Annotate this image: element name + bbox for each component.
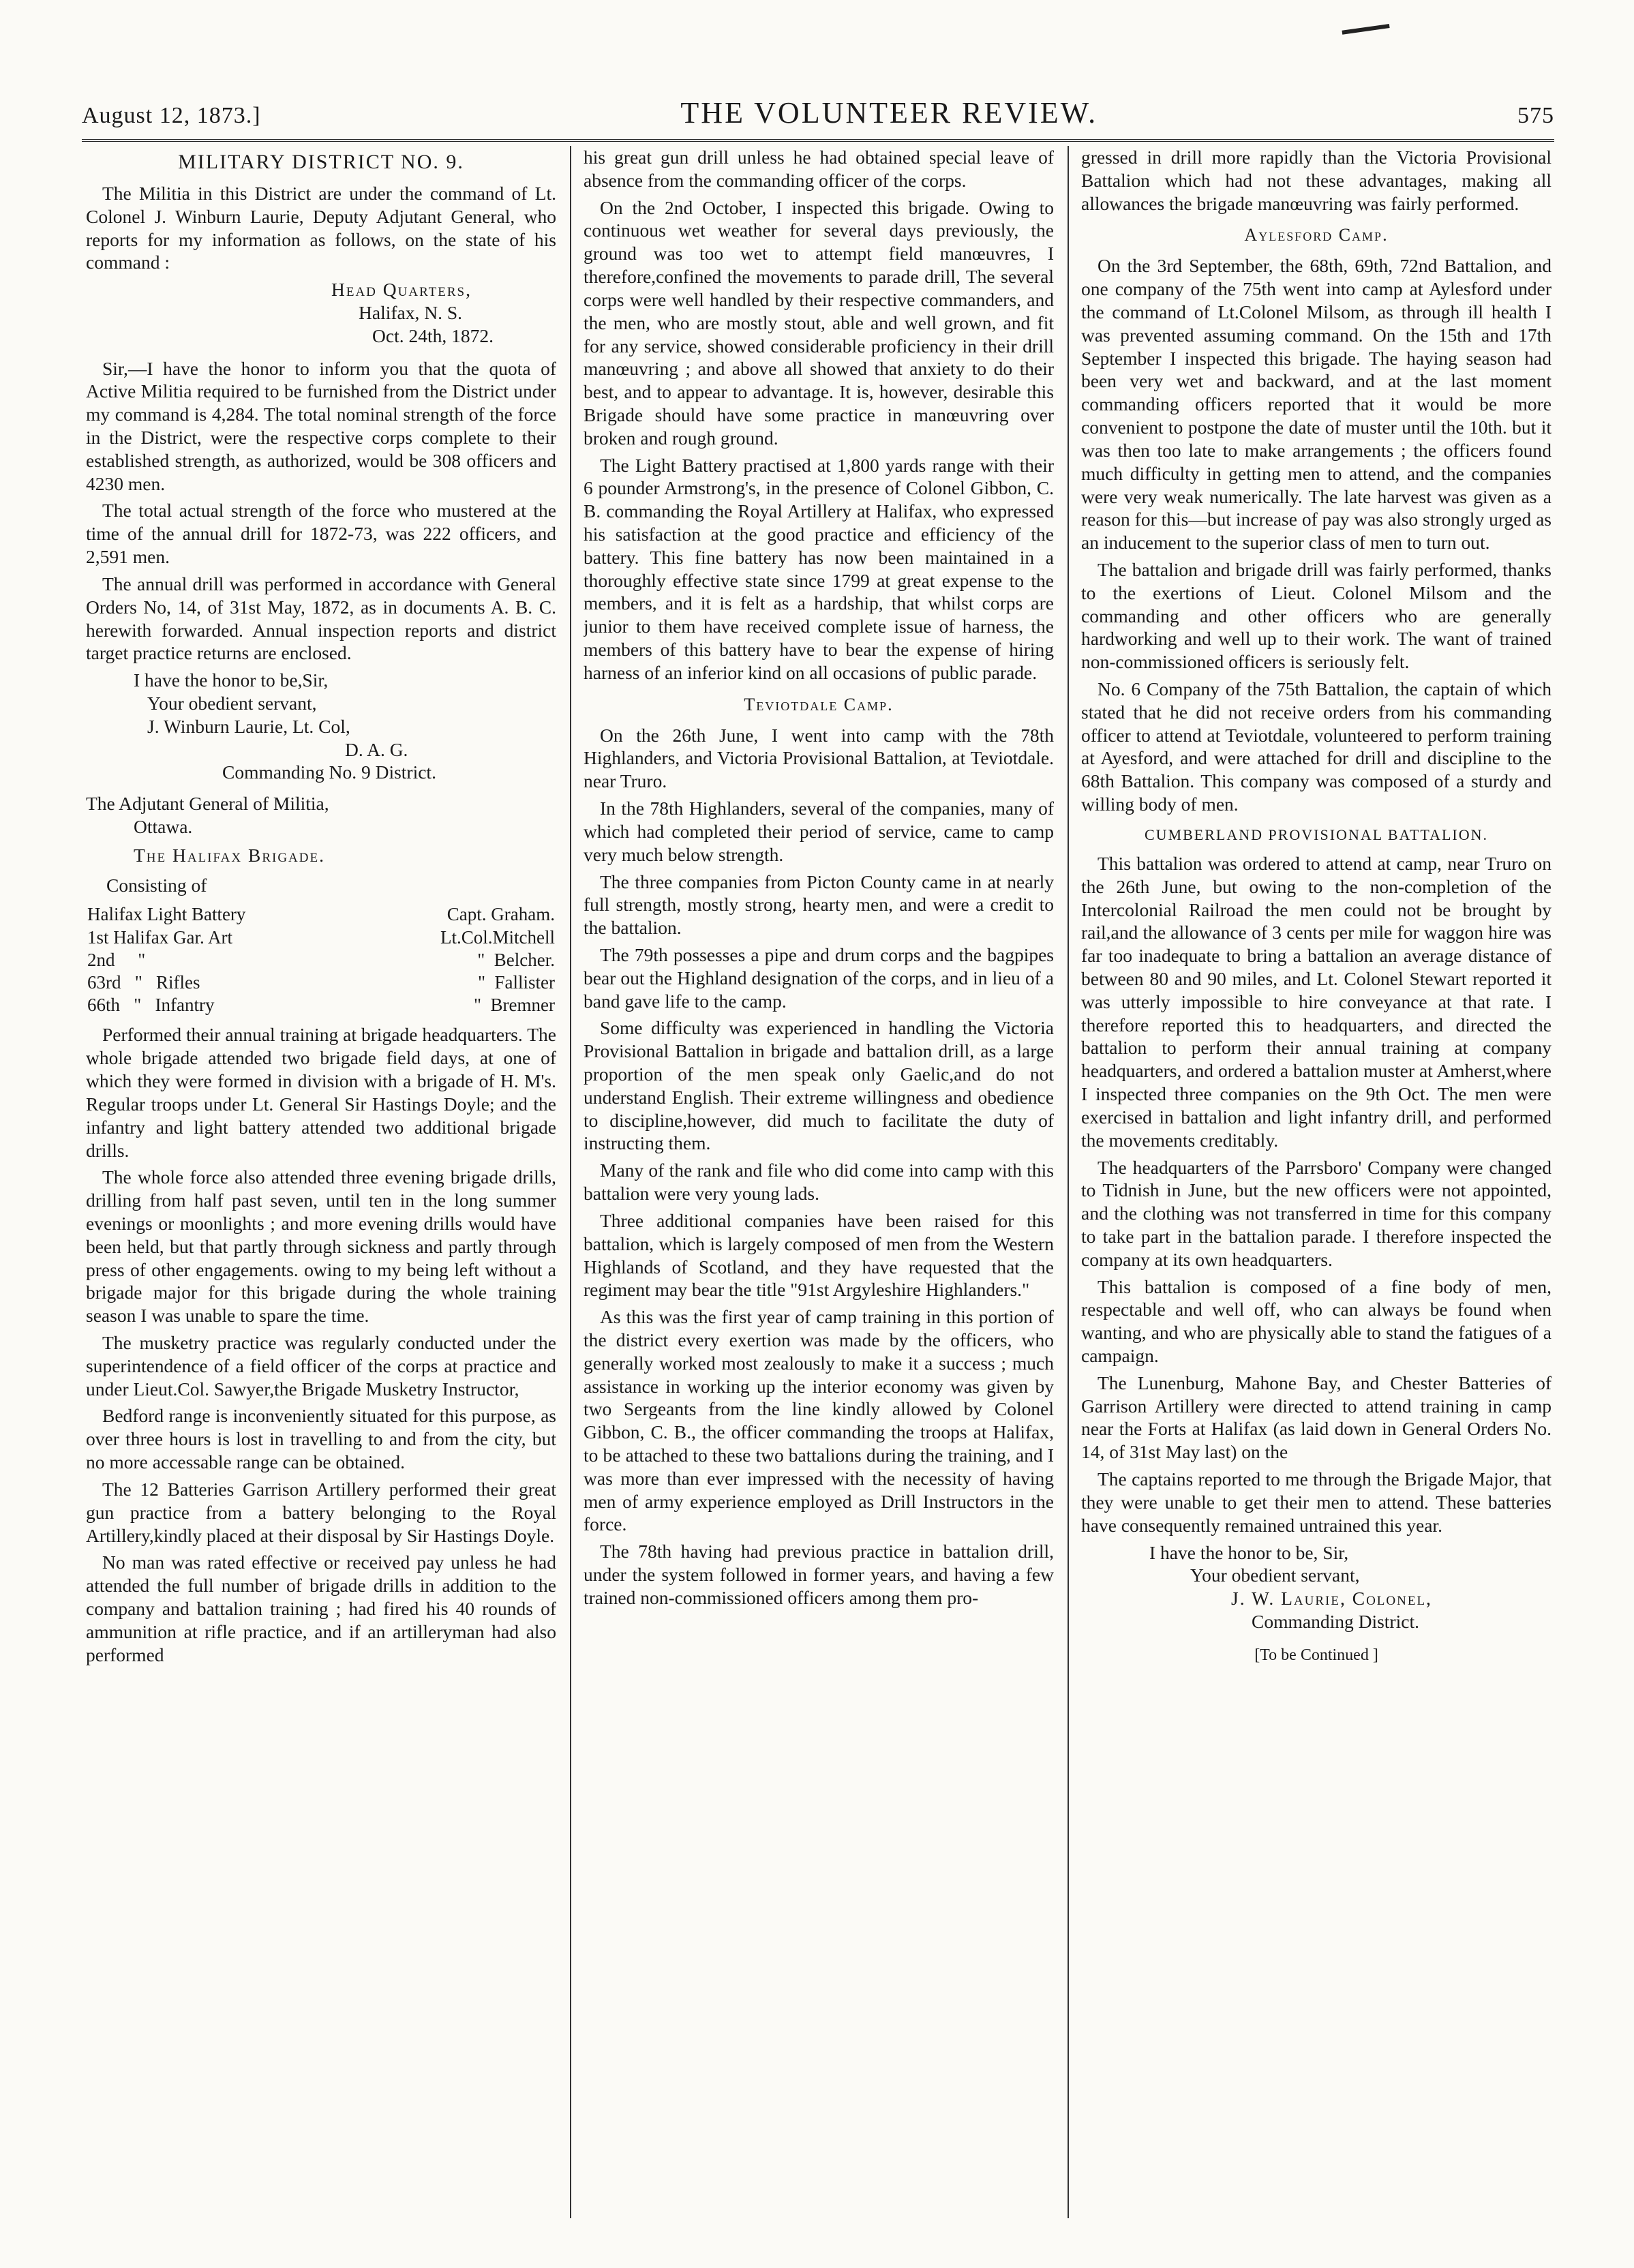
subheading: The Halifax Brigade. bbox=[134, 844, 325, 866]
letter-signature: J. W. Laurie, Colonel, bbox=[1231, 1588, 1432, 1609]
paragraph: The headquarters of the Parrsboro' Company were changed to Tidnish in June, but the new officers were not appointed, and the clothing was not transferred in time for this company to take part in the battalion parade. I therefore inspected the company at its own headquarters. bbox=[1081, 1156, 1552, 1270]
section-heading: Teviotdale Camp. bbox=[744, 694, 894, 714]
addressee: The Adjutant General of Militia, bbox=[86, 793, 329, 815]
paragraph: The Light Battery practised at 1,800 yards range with their 6 pounder Armstrong's, in the presence of Colonel Gibbon, C. B. commanding the Royal Artillery at Halifax, who expressed his satisfaction at the good practice and efficiency of the battery. This fine battery has now been maintained in a thoroughly effective state since 1799 at great expense to the members, and it is felt as a hardship, that whilst corps are junior to them have received complete issue of harness, the members of this battery have to bear the expense of hiring harness of an inferior kind on all occasions of public parade. bbox=[584, 454, 1054, 683]
page-header bbox=[82, 95, 1554, 134]
letter-date: Oct. 24th, 1872. bbox=[372, 324, 494, 346]
paragraph: On the 2nd October, I inspected this brigade. Owing to continuous wet weather for several days previously, the ground was too wet to attempt field manœuvres, I therefore,confined the movements to parade drill, The several corps were well handled by their respective commanders, and the men, who are mostly stout, able and well grown, and fit for any service, showed considerable proficiency in their drill manœuvring ; and above all showed that anxiety to do their best, and to appear to advantage. It is, however, desirable this Brigade should have some practice in manœuvring over broken and rough ground. bbox=[584, 196, 1054, 449]
section-heading: MILITARY DISTRICT NO. 9. bbox=[178, 151, 464, 173]
ink-mark bbox=[1340, 9, 1389, 34]
unit-name: 63rd " Rifles bbox=[87, 972, 200, 993]
unit-commander: Lt.Col.Mitchell bbox=[440, 926, 555, 948]
letter-closing: I have the honor to be, Sir, bbox=[1149, 1541, 1349, 1563]
letter-closing: Your obedient servant, bbox=[147, 692, 317, 714]
paragraph: This battalion was ordered to attend at camp, near Truro on the 26th June, but owing to the non-completion of the Intercolonial Railroad the men could not be brought by rail,and the allowance of 3 cents per mile for waggon hire was far too inadequate to bring a battalion an average distance of between 80 and 90 miles, and Lt. Colonel Stewart reported it was utterly impossible to hire conveyance at that rate. I therefore reported this to headquarters, and directed the battalion to perform their annual training at company headquarters, and ordered a battalion muster at Amherst,where I inspected three companies on the 9th Oct. The men were exercised in battalion and light infantry drill, and performed the movements creditably. bbox=[1081, 852, 1552, 1151]
unit-commander: " Bremner bbox=[474, 995, 555, 1016]
paragraph: The captains reported to me through the Brigade Major, that they were unable to get their men to attend. These batteries have consequently remained untrained this year. bbox=[1081, 1468, 1552, 1536]
paragraph: The whole force also attended three evening brigade drills, drilling from half past seven, until ten in the long summer evenings or moonlights ; and more evening drills would have been held, but that partly through sickness and partly through press of other engagements. owing to my being left without a brigade major for this brigade during the whole training season I was unable to spare the time. bbox=[86, 1166, 556, 1327]
section-heading: CUMBERLAND PROVISIONAL BATTALION. bbox=[1144, 826, 1489, 843]
paragraph: No. 6 Company of the 75th Battalion, the captain of which stated that he did not receive orders from his commanding officer to attend at Teviotdale, volunteered to perform training at Ayesford, and were attached for drill and discipline to the 68th Battalion. This company was composed of a sturdy and willing body of men. bbox=[1081, 678, 1552, 815]
paragraph: On the 3rd September, the 68th, 69th, 72nd Battalion, and one company of the 75th went into camp at Aylesford under the command of Lt.Colonel Milsom, as through ill health I was prevented assuming command. On the 15th and 17th September I inspected this brigade. The haying season had been very wet and backward, and at the last moment commanding officers reported that it would be more convenient to postpone the date of muster until the 10th. but it was then too late to make arrangements ; the officers found much difficulty in getting men to attend, and the companies were very weak numerically. The late harvest was given as a reason for this—but increase of pay was also strongly urged as an inducement to the superior class of men to turn out. bbox=[1081, 255, 1552, 554]
table-row bbox=[86, 926, 556, 949]
paragraph: The Lunenburg, Mahone Bay, and Chester Batteries of Garrison Artillery were directed to attend training in camp near the Forts at Halifax (as laid down in General Orders No. 14, of 31st May last) on the bbox=[1081, 1372, 1552, 1463]
column-3 bbox=[1081, 146, 1552, 2225]
paragraph: The three companies from Picton County came in at nearly full strength, mostly strong, hearty men, and were a credit to the battalion. bbox=[584, 871, 1054, 939]
subheading: Consisting of bbox=[106, 874, 207, 896]
section-heading: Aylesford Camp. bbox=[1244, 225, 1389, 245]
paragraph: Bedford range is inconveniently situated for this purpose, as over three hours is lost in travelling to and from the city, but no more accessable range can be obtained. bbox=[86, 1405, 556, 1473]
paragraph: The 12 Batteries Garrison Artillery performed their great gun practice from a battery belonging to the Royal Artillery,kindly placed at their disposal by Sir Hastings Doyle. bbox=[86, 1478, 556, 1546]
unit-name: 1st Halifax Gar. Art bbox=[87, 926, 232, 948]
paragraph: his great gun drill unless he had obtained special leave of absence from the commanding officer of the corps. bbox=[584, 147, 1054, 191]
paragraph: The musketry practice was regularly conducted under the superintendence of a field officer of the corps at practice and under Lieut.Col. Sawyer,the Brigade Musketry Instructor, bbox=[86, 1332, 556, 1400]
brigade-units-table bbox=[86, 903, 556, 1016]
page-number: 575 bbox=[1517, 103, 1554, 128]
paragraph: The 79th possesses a pipe and drum corps and the bagpipes bear out the Highland designation of the corps, and in lieu of a band gave life to the camp. bbox=[584, 943, 1054, 1012]
paragraph: The Militia in this District are under the command of Lt. Colonel J. Winburn Laurie, Deputy Adjutant General, who reports for my information as follows, on the state of his command : bbox=[86, 182, 556, 273]
unit-commander: Capt. Graham. bbox=[447, 904, 555, 925]
addressee: Ottawa. bbox=[134, 816, 193, 838]
issue-date: August 12, 1873.] bbox=[82, 103, 261, 128]
unit-name: 66th " Infantry bbox=[87, 995, 215, 1016]
paragraph: The total actual strength of the force who mustered at the time of the annual drill for 1872-73, was 222 officers, and 2,591 men. bbox=[86, 500, 556, 568]
paragraph: As this was the first year of camp training in this portion of the district every exertion was made by the officers, who generally worked most zealously to make it a success ; much assistance in working up the interior economy was given by two Sergeants from the line kindly allowed by Colonel Gibbon, C. B., the officer commanding the troops at Halifax, to be attached to these two battalions during the training, and I was more than ever impressed with the necessity of having men of army experience employed as Drill Instructors in the force. bbox=[584, 1306, 1054, 1535]
publication-title: THE VOLUNTEER REVIEW. bbox=[680, 96, 1098, 130]
table-row bbox=[86, 903, 556, 926]
unit-name: Halifax Light Battery bbox=[87, 904, 246, 925]
paragraph: Performed their annual training at brigade headquarters. The whole brigade attended two brigade field days, at one of which they were formed in division with a brigade of H. M's. Regular troops under Lt. General Sir Hastings Doyle; and the infantry and light battery attended two additional brigade drills. bbox=[86, 1024, 556, 1161]
letter-closing: I have the honor to be,Sir, bbox=[134, 669, 329, 691]
paragraph: No man was rated effective or received pay unless he had attended the full number of brigade drills in addition to the company and battalion training ; had fired his 40 rounds of ammunition at rifle practice, and if an artilleryman had also performed bbox=[86, 1552, 556, 1665]
unit-commander: " Belcher. bbox=[477, 949, 555, 970]
column-1 bbox=[86, 146, 556, 2225]
table-row bbox=[86, 971, 556, 994]
table-row bbox=[86, 994, 556, 1016]
paragraph: The annual drill was performed in accordance with General Orders No, 14, of 31st May, 1872, as in documents A. B. C. herewith forwarded. Annual inspection reports and district target practice returns are enclosed. bbox=[86, 573, 556, 664]
header-rule bbox=[82, 139, 1554, 142]
letter-closing: Your obedient servant, bbox=[1190, 1564, 1360, 1586]
paragraph: The battalion and brigade drill was fairly performed, thanks to the exertions of Lieut. Colonel Milsom and the commanding and other officers who are generally hardworking and well up to their work. The want of trained non-commissioned officers is seriously felt. bbox=[1081, 558, 1552, 673]
paragraph: Sir,—I have the honor to inform you that the quota of Active Militia required to be furnished from the District under my command is 4,284. The total nominal strength of the force in the District, were the respective corps complete to their established strength, as authorized, would be 308 officers and 4230 men. bbox=[86, 357, 556, 494]
letter-place: Halifax, N. S. bbox=[359, 301, 462, 323]
column-divider bbox=[570, 146, 571, 2218]
unit-name: 2nd " bbox=[87, 949, 146, 970]
paragraph: The 78th having had previous practice in battalion drill, under the system followed in former years, and having a few trained non-commissioned officers among them pro- bbox=[584, 1541, 1054, 1608]
letter-signature-title: Commanding District. bbox=[1252, 1610, 1419, 1632]
paragraph: gressed in drill more rapidly than the Victoria Provisional Battalion which had not these advantages, making all allowances the brigade manœuvring was fairly performed. bbox=[1081, 147, 1552, 214]
letter-signature-title: Commanding No. 9 District. bbox=[222, 761, 436, 783]
paragraph: This battalion is composed of a fine body of men, respectable and well off, who can always be found when wanting, and who are physically able to stand the fatigues of a campaign. bbox=[1081, 1275, 1552, 1367]
column-2 bbox=[584, 146, 1054, 2225]
continuation-note: [To be Continued ] bbox=[1254, 1646, 1378, 1664]
paragraph: Many of the rank and file who did come into camp with this battalion were very young lads. bbox=[584, 1160, 1054, 1205]
paragraph: Three additional companies have been raised for this battalion, which is largely composed of men from the Western Highlands of Scotland, and they have requested that the regiment may bear the title "91st Argyleshire Highlanders." bbox=[584, 1209, 1054, 1301]
table-row bbox=[86, 949, 556, 971]
letter-heading: Head Quarters, bbox=[331, 279, 472, 301]
letter-signature-title: D. A. G. bbox=[345, 738, 408, 760]
paragraph: In the 78th Highlanders, several of the companies, many of which had completed their period of service, came to camp very much below strength. bbox=[584, 798, 1054, 865]
paragraph: On the 26th June, I went into camp with the 78th Highlanders, and Victoria Provisional Battalion, at Teviotdale. near Truro. bbox=[584, 724, 1054, 792]
unit-commander: " Fallister bbox=[477, 972, 555, 993]
letter-signature: J. Winburn Laurie, Lt. Col, bbox=[147, 715, 350, 737]
paragraph: Some difficulty was experienced in handling the Victoria Provisional Battalion in brigade and battalion drill, as a large proportion of the men speak only Gaelic,and do not understand English. Their extreme willingness and obedience to discipline,however, did much to facilitate the duty of instructing them. bbox=[584, 1017, 1054, 1154]
column-divider bbox=[1068, 146, 1069, 2218]
